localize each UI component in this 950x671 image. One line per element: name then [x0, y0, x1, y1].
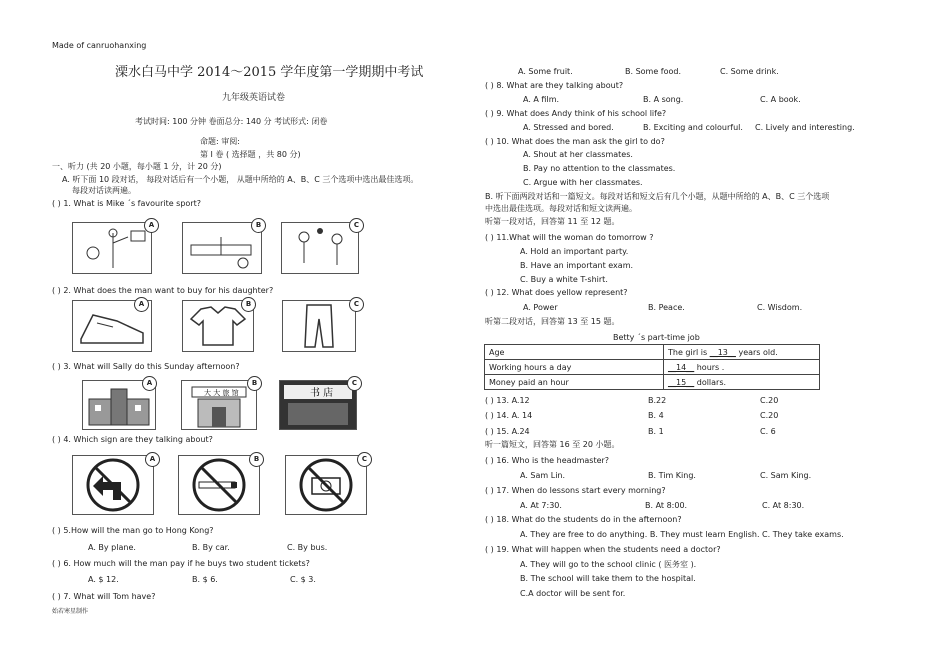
value-prefix: The girl is	[668, 347, 708, 357]
question-13: ( ) 13. A.12	[485, 396, 530, 405]
value-suffix: dollars.	[696, 377, 727, 387]
q7-option-b: B. Some food.	[625, 67, 682, 76]
q15-option-b: B. 1	[648, 427, 664, 436]
table-cell-label: Age	[485, 345, 664, 360]
q19-option-a: A. They will go to the school clinic ( 医务室 ).	[520, 560, 697, 569]
table-row	[485, 360, 820, 375]
question-8: ( ) 8. What are they talking about?	[485, 81, 624, 90]
svg-text:书 店: 书 店	[310, 388, 334, 399]
option-c-label: C	[349, 218, 364, 233]
question-12: ( ) 12. What does yellow represent?	[485, 288, 628, 297]
question-14: ( ) 14. A. 14	[485, 411, 533, 420]
question-7: ( ) 7. What will Tom have?	[52, 592, 156, 601]
q8-option-a: A. A film.	[523, 95, 560, 104]
q11-option-a: A. Hold an important party.	[520, 247, 629, 256]
part-one-heading: 第 I 卷 ( 选择题 ，共 80 分)	[200, 150, 301, 159]
q6-option-a: A. $ 12.	[88, 575, 119, 584]
q12-option-c: C. Wisdom.	[757, 303, 803, 312]
table-cell-label: Money paid an hour	[485, 375, 664, 390]
q8-option-b: B. A song.	[643, 95, 684, 104]
exam-subtitle: 九年级英语试卷	[222, 93, 286, 103]
question-9: ( ) 9. What does Andy think of his school life?	[485, 109, 667, 118]
q7-option-c: C. Some drink.	[720, 67, 779, 76]
section-b-instructions-2: 中选出最佳选项。每段对话和短文读两遍。	[485, 204, 637, 213]
answer-blank: __15__	[668, 377, 695, 387]
no-photography-sign-icon	[285, 455, 367, 515]
section-a-instructions-2: 每段对话读两遍。	[72, 186, 136, 195]
q10-option-b: B. Pay no attention to the classmates.	[523, 164, 676, 173]
q13-option-c: C.20	[760, 396, 779, 405]
table-cell-value	[664, 375, 820, 390]
option-b-label: B	[249, 452, 264, 467]
option-b-label: B	[251, 218, 266, 233]
svg-text:大 大 旅 馆: 大 大 旅 馆	[204, 389, 239, 397]
street-shops-icon	[279, 380, 357, 430]
table-title: Betty ΄s part-time job	[613, 333, 700, 342]
option-b-label: B	[247, 376, 262, 391]
q10-option-c: C. Argue with her classmates.	[523, 178, 643, 187]
option-c-label: C	[357, 452, 372, 467]
q17-option-a: A. At 7:30.	[520, 501, 562, 510]
no-left-turn-sign-icon	[72, 455, 154, 515]
q5-option-b: B. By car.	[192, 543, 230, 552]
q9-option-b: B. Exciting and colourful.	[643, 123, 743, 132]
q19-option-b: B. The school will take them to the hospital.	[520, 574, 696, 583]
table-row	[485, 375, 820, 390]
answer-blank: __13__	[709, 347, 736, 357]
bookshop-storefront-icon	[181, 380, 257, 430]
q16-option-a: A. Sam Lin.	[520, 471, 566, 480]
q12-option-a: A. Power	[523, 303, 558, 312]
q6-option-b: B. $ 6.	[192, 575, 218, 584]
option-c-label: C	[349, 297, 364, 312]
option-a-label: A	[145, 452, 160, 467]
q18-options: A. They are free to do anything. B. They must learn English. C. They take exams.	[520, 530, 844, 539]
table-cell-value	[664, 360, 820, 375]
section-listening: 一、听力 (共 20 小题，每小题 1 分，计 20 分)	[52, 162, 222, 171]
dialog-1-heading: 听第一段对话，回答第 11 至 12 题。	[485, 217, 620, 226]
question-6: ( ) 6. How much will the man pay if he buys two student tickets?	[52, 559, 310, 568]
q9-option-c: C. Lively and interesting.	[755, 123, 855, 132]
question-2: ( ) 2. What does the man want to buy for his daughter?	[52, 286, 274, 295]
option-b-label: B	[241, 297, 256, 312]
question-11: ( ) 11.What will the woman do tomorrow ?	[485, 233, 654, 242]
option-a-label: A	[144, 218, 159, 233]
q19-option-c: C.A doctor will be sent for.	[520, 589, 626, 598]
value-suffix: hours .	[696, 362, 725, 372]
q14-option-b: B. 4	[648, 411, 664, 420]
q17-option-b: B. At 8:00.	[645, 501, 688, 510]
part-time-job-table	[484, 344, 820, 390]
q5-option-c: C. By bus.	[287, 543, 328, 552]
basketball-player-icon	[72, 222, 152, 274]
q10-option-a: A. Shout at her classmates.	[523, 150, 633, 159]
q12-option-b: B. Peace.	[648, 303, 685, 312]
answer-blank: __14__	[668, 362, 695, 372]
question-17: ( ) 17. When do lessons start every morning?	[485, 486, 666, 495]
question-15: ( ) 15. A.24	[485, 427, 530, 436]
dialog-2-heading: 听第二段对话，回答第 13 至 15 题。	[485, 317, 620, 326]
q16-option-c: C. Sam King.	[760, 471, 812, 480]
table-cell-value	[664, 345, 820, 360]
question-16: ( ) 16. Who is the headmaster?	[485, 456, 610, 465]
signers: 命题: 审阅:	[200, 137, 240, 146]
question-5: ( ) 5.How will the man go to Hong Kong?	[52, 526, 214, 535]
question-19: ( ) 19. What will happen when the students need a doctor?	[485, 545, 721, 554]
passage-heading: 听一篇短文，回答第 16 至 20 小题。	[485, 440, 620, 449]
volleyball-icon	[281, 222, 359, 274]
q8-option-c: C. A book.	[760, 95, 801, 104]
q17-option-c: C. At 8:30.	[762, 501, 805, 510]
question-3: ( ) 3. What will Sally do this Sunday afternoon?	[52, 362, 240, 371]
exam-info: 考试时间: 100 分钟 卷面总分: 140 分 考试形式: 闭卷	[135, 117, 328, 126]
section-a-instructions: A. 听下面 10 段对话， 每段对话后有一个小题， 从题中所给的 A、B、C 三个选项中选出最佳选项。	[62, 175, 419, 184]
question-18: ( ) 18. What do the students do in the afternoon?	[485, 515, 682, 524]
question-4: ( ) 4. Which sign are they talking about?	[52, 435, 213, 444]
exam-title: 溧水白马中学 2014～2015 学年度第一学期期中考试	[115, 65, 424, 80]
q14-option-c: C.20	[760, 411, 779, 420]
q11-option-b: B. Have an important exam.	[520, 261, 634, 270]
value-suffix: years old.	[738, 347, 778, 357]
table-row	[485, 345, 820, 360]
watermark-text: Made of canruohanxing	[52, 41, 147, 50]
ping-pong-icon	[182, 222, 262, 274]
no-smoking-sign-icon	[178, 455, 260, 515]
option-c-label: C	[347, 376, 362, 391]
q9-option-a: A. Stressed and bored.	[523, 123, 614, 132]
q5-option-a: A. By plane.	[88, 543, 136, 552]
q6-option-c: C. $ 3.	[290, 575, 316, 584]
option-a-label: A	[134, 297, 149, 312]
table-cell-label: Working hours a day	[485, 360, 664, 375]
q16-option-b: B. Tim King.	[648, 471, 696, 480]
section-b-instructions: B. 听下面两段对话和一篇短文。每段对话和短文后有几个小题，从题中所给的 A、B、C 三个选项	[485, 192, 830, 201]
trousers-icon	[282, 300, 356, 352]
q15-option-c: C. 6	[760, 427, 776, 436]
option-a-label: A	[142, 376, 157, 391]
question-10: ( ) 10. What does the man ask the girl to do?	[485, 137, 665, 146]
footer-text: 始若寒星制作	[52, 608, 89, 615]
q13-option-b: B.22	[648, 396, 667, 405]
q7-option-a: A. Some fruit.	[518, 67, 573, 76]
q11-option-c: C. Buy a white T-shirt.	[520, 275, 608, 284]
question-1: ( ) 1. What is Mike ΄s favourite sport?	[52, 199, 201, 208]
